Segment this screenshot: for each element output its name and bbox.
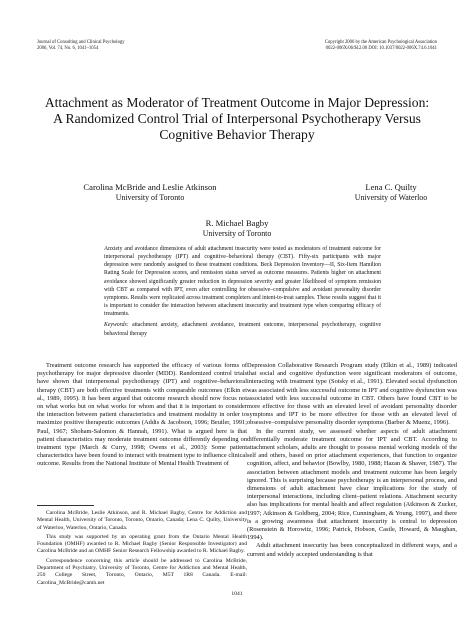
right-column bbox=[247, 362, 457, 559]
author-affiliation: University of Toronto bbox=[202, 228, 272, 238]
left-column bbox=[37, 362, 247, 469]
body-paragraph: Adult attachment insecurity has been conceptualized in different ways, and a current and widely accepted understanding is that bbox=[247, 542, 457, 558]
author-name: R. Michael Bagby bbox=[205, 218, 269, 228]
journal-name: Journal of Consulting and Clinical Psychology bbox=[37, 40, 125, 45]
author-name: Lena C. Quilty bbox=[365, 182, 417, 192]
footnote: This study was supported by an operating grant from the Ontario Mental Health Foundation (OMHF) awarded to R. Michael Bagby (Senior Responsible Investigator) and Carolina McBride and an OMHF Senior Research Fellowship awarded to R. Michael Bagby. bbox=[37, 533, 247, 555]
page-number: 1041 bbox=[231, 591, 243, 597]
journal-header bbox=[37, 40, 125, 51]
doi-line: 0022-006X/06/$12.00 DOI: 10.1037/0022-006X.74.6.1041 bbox=[325, 45, 437, 51]
keywords-text: attachment anxiety, attachment avoidance, treatment outcome, interpersonal psychotherapy, cognitive behavioral therapy bbox=[104, 322, 382, 337]
journal-volume: 2006, Vol. 74, No. 6, 1041–1054 bbox=[37, 45, 99, 51]
footnote: Carolina McBride, Leslie Atkinson, and R. Michael Bagby, Centre for Addiction and Mental Health, University of Toronto, Toronto, Ontario, Canada; Lena C. Quilty, University of Waterloo, Waterloo, Ontario, Canada. bbox=[37, 510, 247, 531]
author-note bbox=[37, 510, 247, 589]
footnote: Correspondence concerning this article should be addressed to Carolina McBride, Department of Psychiatry, University of Toronto, Centre for Addiction and Mental Health, 250 College Street, Toronto, Ontario, M5T 1R8 Canada. E-mail: Carolina_McBride@camh.net bbox=[37, 557, 247, 586]
copyright-header bbox=[325, 40, 437, 51]
title-line: Cognitive Behavior Therapy bbox=[159, 127, 315, 143]
keywords bbox=[104, 321, 381, 337]
article-title bbox=[37, 95, 437, 144]
body-paragraph: Treatment outcome research has supported the efficacy of various forms of psychotherapy for major depressive disorder (MDD). Randomized control trials have shown that interpersonal psychotherapy (IPT) and cognitive–behavioral therapy (CBT) are both effective treatments with comparable outcomes (Elkin et al., 1989, 1995). It has been argued that outcome research should now focus not on what works but on what works for whom and that it is important to consider the interaction between patient characteristics and treatment modality in order to maximize positive therapeutic outcomes (Addis & Jacobson, 1996; Beutler, 1991; Paul, 1967; Shoham-Salomon & Hannah, 1991). What is argued here is that patient characteristics may moderate treatment outcome differently depending on treatment type (March & Curry, 1998; Owens et al., 2003): Some patient characteristics have been found to interact with treatment type to influence clinical outcome. Results from the National Institute of Mental Health Treatment of bbox=[37, 362, 247, 468]
author-name: Carolina McBride and Leslie Atkinson bbox=[83, 182, 217, 192]
keywords-label: Keywords: bbox=[104, 322, 129, 329]
abstract bbox=[104, 245, 381, 338]
author-affiliation: University of Toronto bbox=[115, 192, 185, 202]
author-block bbox=[150, 218, 324, 239]
author-block bbox=[65, 182, 235, 203]
title-line: A Randomized Control Trial of Interpersonal Psychotherapy Versus bbox=[53, 111, 421, 127]
body-paragraph: In the current study, we assessed whether aspects of adult attachment differentially moderate treatment outcome for IPT and CBT. According to attachment scholars, adults are thought to possess mental working models of the self and others, based on prior attachment experiences, that function to organize cognition, affect, and behavior (Bowlby, 1980, 1988; Hazan & Shaver, 1987). The association between attachment models and treatment outcome has been largely ignored. This is surprising because psychotherapy is an interpersonal process, and dimensions of adult attachment have clear implications for the study of interpersonal interactions, including client–patient relations. Attachment security also has implications for mental health and affect regulation (Atkinson & Zucker, 1997; Atkinson & Goldberg, 2004; Rice, Cunningham, & Young, 1997), and there is a growing awareness that attachment insecurity is central to depression (Rosenstein & Horowitz, 1996; Patrick, Hobson, Castle, Howard, & Maughan, 1994). bbox=[247, 427, 457, 542]
body-paragraph: Depression Collaborative Research Program study (Elkin et al., 1989) indicated that social and cognitive dysfunction were significant moderators of outcome, interacting with treatment type (Sotsky et al., 1991). Elevated social dysfunction was associated with less successful outcome in IPT and cognitive dysfunction was associated with less successful outcome in CBT. Others have found CBT to be more effective for those with an elevated level of avoidant personality disorder symptoms and IPT to be more effective for those with an elevated level of obsessive–compulsive personality disorder symptoms (Barber & Muenz, 1996). bbox=[247, 362, 457, 427]
footnote-divider bbox=[37, 505, 94, 506]
author-block bbox=[335, 182, 447, 203]
title-line: Attachment as Moderator of Treatment Outcome in Major Depression: bbox=[44, 95, 430, 110]
copyright-notice: Copyright 2006 by the American Psychological Association bbox=[324, 40, 437, 45]
abstract-text: Anxiety and avoidance dimensions of adult attachment insecurity were tested as moderators of treatment outcome for interpersonal psychotherapy (IPT) and cognitive–behavioral therapy (CBT). Fifty-six participants with major depression were randomly assigned to these treatment conditions. Beck Depression Inventory—II, Six-Item Hamilton Rating Scale for Depression scores, and remission status served as outcome measures. Patients higher on attachment avoidance showed significantly greater reduction in depression severity and greater likelihood of symptom remission with CBT as compared with IPT, even after controlling for obsessive–compulsive and avoidant personality disorder symptoms. Results were replicated across treatment completers and intent-to-treat samples. These results suggest that it is important to consider the interaction between attachment insecurity and treatment type when comparing efficacy of treatments. bbox=[104, 246, 381, 318]
author-affiliation: University of Waterloo bbox=[354, 192, 428, 202]
